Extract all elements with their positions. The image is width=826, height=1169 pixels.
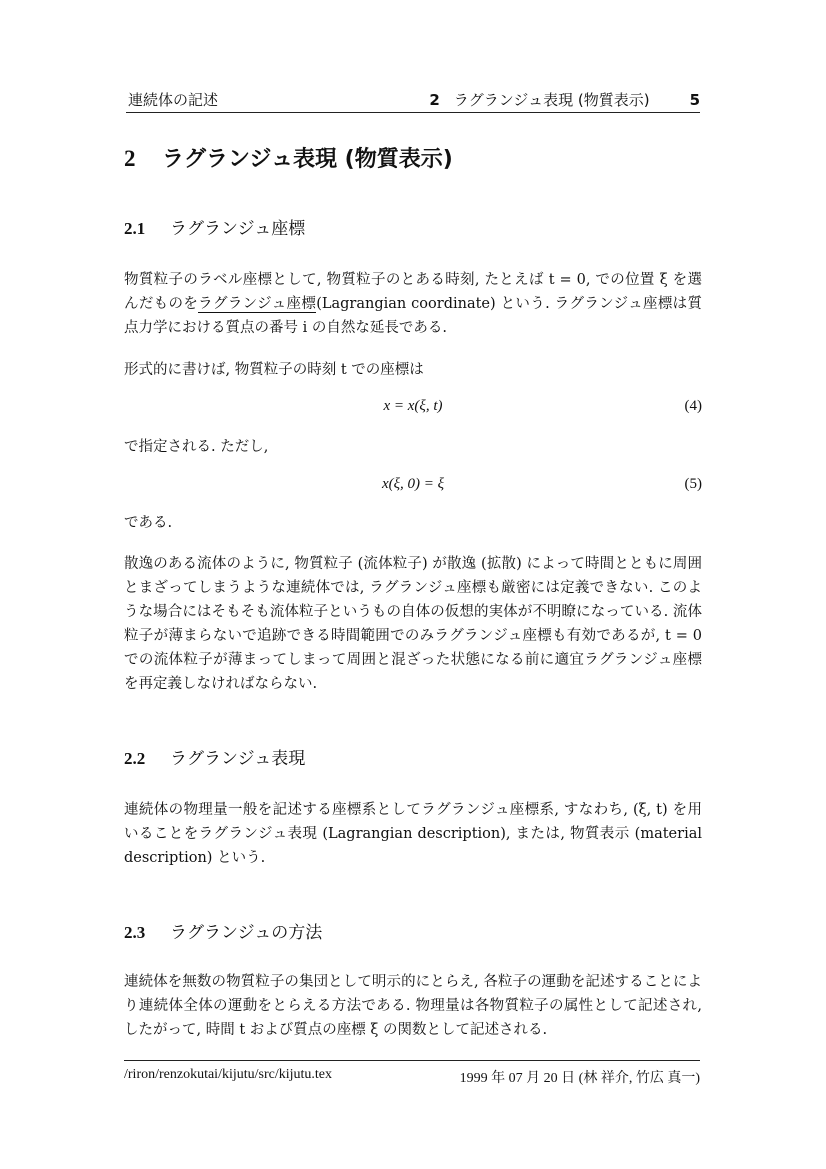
subsection-heading-2-2: [124, 744, 305, 769]
paragraph-is: である.: [124, 515, 173, 531]
subsection-number: 2.1: [124, 219, 146, 238]
term-lagrangian-coordinate: ラグランジュ座標: [198, 296, 317, 312]
equation-formula: x = x(ξ, t): [383, 398, 443, 414]
subsection-number: 2.2: [124, 749, 146, 768]
header-section-num: 2: [429, 91, 440, 109]
subsection-title: ラグランジュの方法: [170, 923, 323, 943]
section-heading: [124, 142, 453, 173]
footer-path: /riron/renzokutai/kijutu/src/kijutu.tex: [124, 1067, 333, 1082]
equation-number: (5): [684, 476, 702, 492]
paragraph-text: (Lagrangian coordinate) という. ラグランジュ座標は質点力学における質点の番号 i の自然な延長である.: [124, 296, 703, 336]
subsection-heading-2-3: [124, 918, 322, 943]
equation-5: [124, 476, 702, 500]
subsection-title: ラグランジュ表現: [170, 749, 306, 769]
header-right: [429, 89, 700, 110]
subsection-title: ラグランジュ座標: [170, 219, 306, 239]
paragraph-lagrangian-method: 連続体を無数の物質粒子の集団として明示的にとらえ, 各粒子の運動を記述することにより連続体全体の運動をとらえる方法である. 物理量は各物質粒子の属性として記述され, したがって, 時間 t および質点の座標 ξ の関数として記述される.: [124, 974, 702, 1038]
page-number: 5: [689, 91, 700, 109]
equation-4: [124, 398, 702, 422]
paragraph-lagrangian-coordinate: [124, 268, 702, 340]
subsection-heading-2-1: [124, 214, 305, 239]
running-header: [126, 88, 700, 113]
equation-formula: x(ξ, 0) = ξ: [381, 476, 445, 492]
subsection-number: 2.3: [124, 923, 146, 942]
paragraph-lagrangian-description: 連続体の物理量一般を記述する座標系としてラグランジュ座標系, すなわち, (ξ, t) を用いることをラグランジュ表現 (Lagrangian description), または, 物質表示 (material description) という.: [124, 802, 702, 866]
footer-date-authors: 1999 年 07 月 20 日 (林 祥介, 竹広 真一): [459, 1071, 700, 1086]
paragraph-specified: で指定される. ただし,: [124, 439, 269, 455]
header-chapter: 連続体の記述: [128, 91, 219, 109]
paragraph-text: 物質粒子のラベル座標として, 物質粒子のとある時刻, たとえば t = 0, での位置 ξ を選んだものを: [124, 272, 702, 312]
page-footer: [124, 1060, 700, 1085]
paragraph-formal: 形式的に書けば, 物質粒子の時刻 t での座標は: [124, 362, 424, 378]
section-title: ラグランジュ表現 (物質表示): [162, 147, 453, 172]
equation-number: (4): [684, 398, 702, 414]
header-section-title: ラグランジュ表現 (物質表示): [453, 91, 650, 109]
section-number: 2: [124, 146, 136, 171]
paragraph-dissipation: 散逸のある流体のように, 物質粒子 (流体粒子) が散逸 (拡散) によって時間とともに周囲とまざってしまうような連続体では, ラグランジュ座標も厳密には定義できない. このような場合にはそもそも流体粒子というもの自体の仮想的実体が不明瞭になっている. 流体粒子が薄まらないで追跡できる時間範囲でのみラグランジュ座標も有効であるが, t = 0 での流体粒子が薄まってしまって周囲と混ざった状態になる前に適宜ラグランジュ座標を再定義しなければならない.: [124, 556, 702, 692]
